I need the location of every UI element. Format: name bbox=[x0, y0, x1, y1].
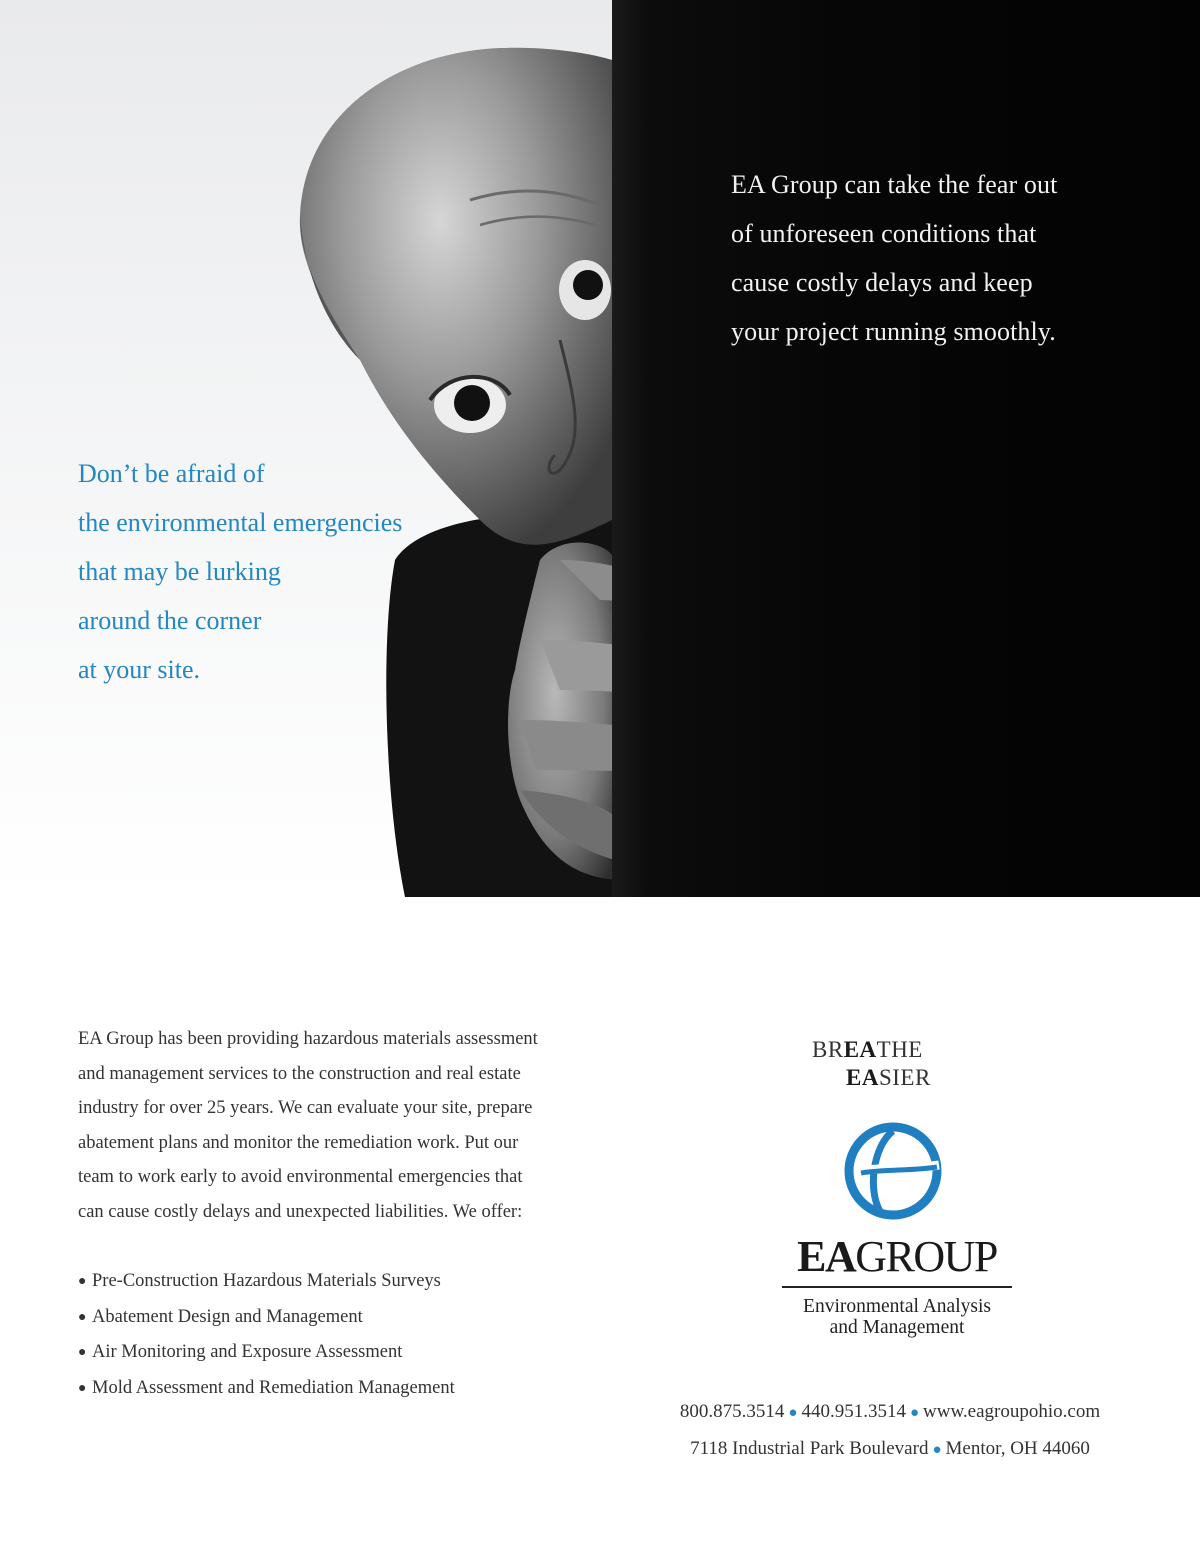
company-subtitle bbox=[782, 1296, 1012, 1338]
tagline-part: SIER bbox=[878, 1065, 931, 1090]
city-state-zip: Mentor, OH 44060 bbox=[945, 1438, 1090, 1459]
bullet-icon: ● bbox=[78, 1274, 87, 1289]
list-item bbox=[78, 1300, 455, 1336]
subtitle-line: and Management bbox=[829, 1317, 965, 1338]
hero-right-line: your project running smoothly. bbox=[731, 317, 1056, 346]
wordmark-bold: EA bbox=[797, 1232, 856, 1281]
service-label: Mold Assessment and Remediation Management bbox=[92, 1377, 455, 1398]
hero-right-copy bbox=[731, 160, 1171, 356]
hero-right-line: of unforeseen conditions that bbox=[731, 219, 1037, 248]
service-label: Abatement Design and Management bbox=[92, 1306, 363, 1327]
website-link[interactable]: www.eagroupohio.com bbox=[923, 1401, 1101, 1422]
phone-number: 800.875.3514 bbox=[679, 1401, 785, 1422]
hero-left-line: the environmental emergencies bbox=[78, 508, 403, 537]
separator-dot-icon: ● bbox=[909, 1405, 919, 1421]
bullet-icon: ● bbox=[78, 1345, 87, 1361]
globe-logo-icon bbox=[843, 1121, 943, 1221]
hero-left-line: around the corner bbox=[78, 606, 262, 635]
company-wordmark bbox=[782, 1232, 1012, 1282]
list-item bbox=[78, 1371, 455, 1407]
body-line: abatement plans and monitor the remediation work. Put our bbox=[78, 1132, 519, 1153]
contact-info bbox=[630, 1394, 1150, 1468]
contact-line-1 bbox=[630, 1394, 1150, 1431]
separator-dot-icon: ● bbox=[788, 1405, 798, 1421]
tagline-part: THE bbox=[876, 1037, 923, 1062]
services-list bbox=[78, 1264, 455, 1406]
service-label: Pre-Construction Hazardous Materials Surveys bbox=[92, 1271, 441, 1291]
body-line: industry for over 25 years. We can evaluate your site, prepare bbox=[78, 1098, 533, 1119]
hero-right-line: cause costly delays and keep bbox=[731, 268, 1033, 297]
door-edge bbox=[612, 0, 1200, 897]
separator-dot-icon: ● bbox=[932, 1442, 942, 1458]
bullet-icon: ● bbox=[78, 1309, 87, 1325]
body-line: team to work early to avoid environmental emergencies that bbox=[78, 1167, 523, 1188]
list-item bbox=[78, 1264, 455, 1300]
tagline-line-2 bbox=[812, 1064, 992, 1092]
tagline-bold: EA bbox=[846, 1065, 879, 1090]
tagline-line-1 bbox=[812, 1036, 992, 1064]
street-address: 7118 Industrial Park Boulevard bbox=[690, 1438, 929, 1459]
wordmark-rest: GROUP bbox=[855, 1232, 997, 1281]
phone-number: 440.951.3514 bbox=[801, 1401, 906, 1422]
bullet-icon: ● bbox=[78, 1380, 87, 1396]
service-label: Air Monitoring and Exposure Assessment bbox=[92, 1342, 403, 1363]
subtitle-line: Environmental Analysis bbox=[803, 1296, 991, 1317]
hero-left-headline bbox=[78, 449, 438, 694]
hero-right-line: EA Group can take the fear out bbox=[731, 170, 1058, 199]
body-line: EA Group has been providing hazardous materials assessment bbox=[78, 1029, 538, 1049]
list-item bbox=[78, 1335, 455, 1371]
body-paragraph bbox=[78, 1022, 598, 1230]
hero-left-line: Don’t be afraid of bbox=[78, 459, 265, 488]
wordmark-divider bbox=[782, 1286, 1012, 1288]
hero-left-line: that may be lurking bbox=[78, 557, 281, 586]
body-line: and management services to the construction and real estate bbox=[78, 1063, 521, 1084]
body-line: can cause costly delays and unexpected liabilities. We offer: bbox=[78, 1201, 523, 1222]
tagline-part: BR bbox=[812, 1037, 844, 1062]
hero-left-line: at your site. bbox=[78, 655, 201, 684]
tagline-bold: EA bbox=[843, 1037, 877, 1062]
contact-line-2 bbox=[630, 1431, 1150, 1468]
logo-tagline bbox=[812, 1036, 992, 1092]
